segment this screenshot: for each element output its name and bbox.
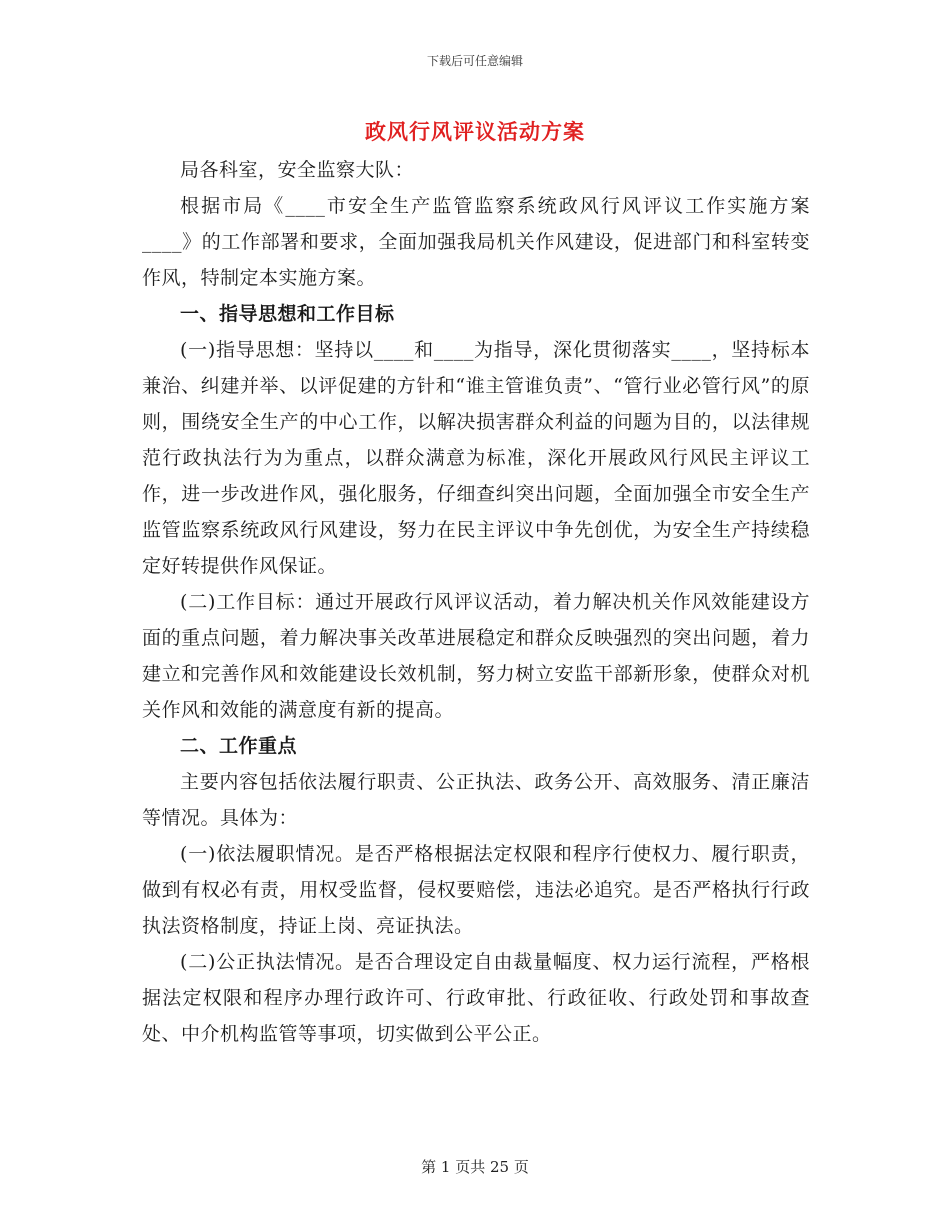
paragraph: (一)指导思想：坚持以____和____为指导，深化贯彻落实____，坚持标本兼治、纠建并举、以评促建的方针和“谁主管谁负责”、“管行业必管行风”的原则，围绕安全生产的中心工作，以解决损害群众利益的问题为目的，以法律规范行政执法行为为重点，以群众满意为标准，深化开展政风行风民主评议工作，进一步改进作风，强化服务，仔细查纠突出问题，全面加强全市安全生产监管监察系统政风行风建设，努力在民主评议中争先创优，为安全生产持续稳定好转提供作风保证。 <box>142 339 810 577</box>
header-note: 下载后可任意编辑 <box>426 54 523 68</box>
paragraph: 主要内容包括依法履行职责、公正执法、政务公开、高效服务、清正廉洁等情况。具体为： <box>142 771 810 829</box>
paragraph: (一)依法履职情况。是否严格根据法定权限和程序行使权力、履行职责，做到有权必有责，用权受监督，侵权要赔偿，违法必追究。是否严格执行行政执法资格制度，持证上岗、亮证执法。 <box>142 843 810 937</box>
section-heading: 二、工作重点 <box>180 735 298 757</box>
document-title: 政风行风评议活动方案 <box>365 119 585 144</box>
paragraph: (二)工作目标：通过开展政行风评议活动，着力解决机关作风效能建设方面的重点问题，着力解决事关改革进展稳定和群众反映强烈的突出问题，着力建立和完善作风和效能建设长效机制，努力树立安监干部新形象，使群众对机关作风和效能的满意度有新的提高。 <box>142 591 810 721</box>
paragraph: 根据市局《____市安全生产监管监察系统政风行风评议工作实施方案____》的工作部署和要求，全面加强我局机关作风建设，促进部门和科室转变作风，特制定本实施方案。 <box>142 195 810 289</box>
page-footer: 第 1 页共 25 页 <box>421 1158 529 1176</box>
paragraph: 局各科室，安全监察大队： <box>180 159 415 181</box>
document-body <box>142 152 810 1052</box>
section-heading: 一、指导思想和工作目标 <box>180 303 395 325</box>
paragraph: (二)公正执法情况。是否合理设定自由裁量幅度、权力运行流程，严格根据法定权限和程序办理行政许可、行政审批、行政征收、行政处罚和事故查处、中介机构监管等事项，切实做到公平公正。 <box>142 951 810 1045</box>
